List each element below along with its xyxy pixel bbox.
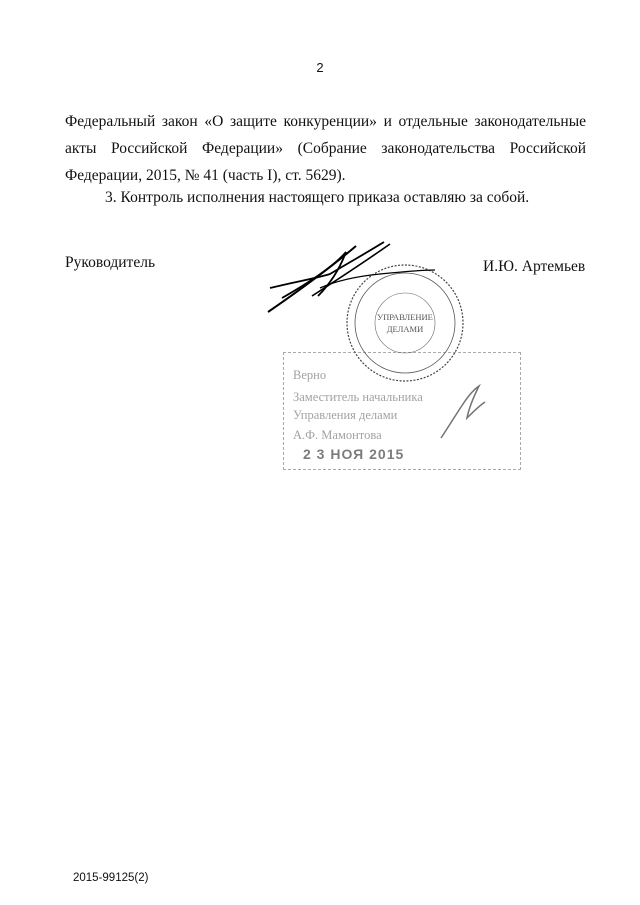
paragraph-law-reference: Федеральный закон «О защите конкуренции» и отдельные законодательные акты Российской Федерации» (Собрание законодательства Российской Федерации, 2015, № 41 (часть I), ст. 5629). bbox=[65, 112, 586, 184]
stamp-line: Верно bbox=[293, 368, 327, 382]
svg-text:УПРАВЛЕНИЕ: УПРАВЛЕНИЕ bbox=[377, 312, 433, 322]
stamp-line: А.Ф. Мамонтова bbox=[293, 428, 382, 442]
stamp-date: 2 3 НОЯ 2015 bbox=[303, 446, 405, 462]
handwritten-signature bbox=[260, 238, 470, 318]
stamp-line: Управления делами bbox=[293, 408, 398, 422]
signer-title: Руководитель bbox=[65, 254, 156, 271]
svg-text:ДЕЛАМИ: ДЕЛАМИ bbox=[386, 324, 424, 334]
stamp-signature bbox=[433, 382, 493, 442]
signer-name: И.Ю. Артемьев bbox=[483, 258, 586, 275]
certification-stamp bbox=[283, 352, 521, 470]
paragraph-control: 3. Контроль исполнения настоящего приказа оставляю за собой. bbox=[105, 188, 530, 206]
page-number: 2 bbox=[316, 60, 324, 75]
stamp-line: Заместитель начальника bbox=[293, 390, 423, 404]
document-id: 2015-99125(2) bbox=[73, 872, 149, 884]
